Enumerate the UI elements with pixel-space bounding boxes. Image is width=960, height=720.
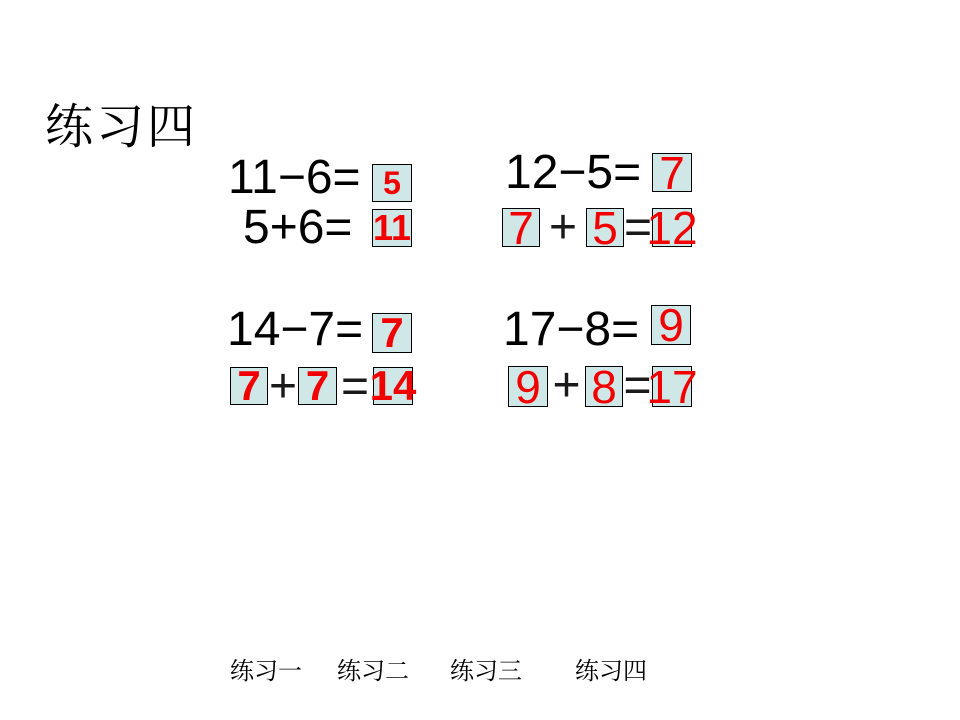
answer-value: 7 (659, 146, 685, 199)
problem-3-subtraction-expression: 14−7= (227, 303, 364, 356)
nav-exercise-2[interactable]: 练习二 (337, 658, 409, 685)
answer-value: 9 (658, 299, 684, 351)
nav-exercise-3[interactable]: 练习三 (450, 658, 522, 685)
nav-exercise-4[interactable]: 练习四 (575, 658, 647, 685)
problem-1-subtraction-expression: 11−6= (228, 151, 361, 204)
problem-2-addend-a-box (502, 201, 540, 254)
problem-2-sum-box (646, 201, 698, 254)
plus-sign: + (552, 359, 581, 412)
answer-value: 9 (515, 360, 541, 413)
answer-value: 5 (592, 201, 618, 254)
answer-value: 7 (237, 362, 261, 409)
problem-4-sum-box (646, 360, 698, 413)
page-title: 练习四 (45, 101, 199, 154)
answer-value: 8 (591, 360, 617, 413)
problem-3-subtraction-answer-box (372, 309, 412, 356)
problem-4-subtraction-expression: 17−8= (503, 303, 640, 356)
answer-value: 14 (369, 362, 417, 409)
plus-sign: + (268, 360, 298, 413)
equals-sign: = (623, 359, 652, 412)
answer-value: 7 (508, 201, 534, 254)
problem-1-addition-expression: 5+6= (243, 201, 353, 254)
problem-4-addend-a-box (508, 360, 548, 413)
answer-value: 17 (646, 360, 698, 413)
problem-4-subtraction-answer-box (651, 299, 691, 351)
problem-1-addition-answer-box (372, 209, 412, 247)
answer-value: 12 (646, 201, 698, 254)
nav-exercise-1[interactable]: 练习一 (230, 658, 302, 685)
answer-value: 7 (305, 362, 330, 409)
plus-sign: + (548, 201, 578, 254)
problem-3-sum-box (369, 362, 417, 409)
answer-value: 11 (372, 207, 412, 248)
answer-value: 7 (380, 309, 404, 356)
problem-4-addend-b-box (585, 360, 623, 413)
problem-1-subtraction-answer-box (372, 164, 412, 202)
problem-2-subtraction-expression: 12−5= (505, 146, 642, 199)
equals-sign: = (624, 201, 653, 254)
problem-3-addend-a-box (230, 362, 268, 409)
problem-3-addend-b-box (298, 362, 337, 409)
problem-2-addend-b-box (586, 201, 624, 254)
answer-value: 5 (383, 164, 401, 201)
equals-sign: = (340, 360, 370, 413)
problem-2-subtraction-answer-box (652, 146, 692, 199)
